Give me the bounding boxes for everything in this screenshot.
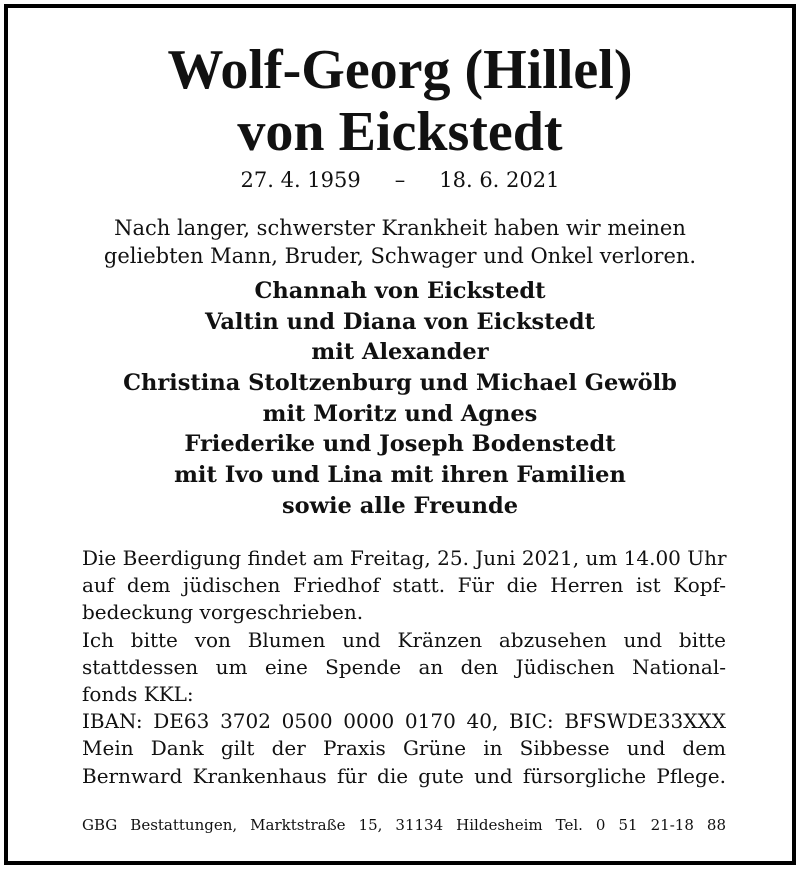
body-line: Die Beerdigung findet am Freitag, 25. Juni 2021, um 14.00 Uhr [82, 546, 727, 570]
mourner-line: sowie alle Freunde [281, 492, 519, 519]
mourner-line: Friederike und Joseph Bodenstedt [184, 431, 616, 458]
mourner-line: Christina Stoltzenburg und Michael Gewölb [123, 370, 677, 397]
body-line: bedeckung vorgeschrieben. [82, 600, 364, 625]
funeral-home-footer: GBG Bestattungen, Marktstraße 15, 31134 Hildesheim Tel. 0 51 21-18 88 [82, 816, 726, 834]
funeral-details [82, 545, 726, 790]
bank-details: IBAN: DE63 3702 0500 0000 0170 40, BIC: BFSWDE33XXX [82, 709, 726, 734]
body-line: Ich bitte von Blumen und Kränzen abzusehen und bitte [82, 627, 726, 652]
deceased-name-line-2: von Eickstedt [237, 101, 563, 163]
body-line: fonds KKL: [82, 681, 194, 706]
mourner-line: mit Ivo und Lina mit ihren Familien [174, 462, 626, 489]
life-dates [8, 166, 792, 194]
mourners-list [8, 276, 792, 522]
body-line: Mein Dank gilt der Praxis Grüne in Sibbesse und dem [82, 736, 726, 761]
birth-date: 27. 4. 1959 [240, 168, 361, 192]
intro-text [8, 214, 792, 270]
death-date: 18. 6. 2021 [439, 168, 560, 192]
intro-line: geliebten Mann, Bruder, Schwager und Onkel verloren. [103, 244, 697, 268]
intro-line: Nach langer, schwerster Krankheit haben wir meinen [114, 216, 686, 240]
date-separator: – [394, 168, 406, 192]
mourner-line: Valtin und Diana von Eickstedt [204, 308, 596, 335]
mourner-line: Channah von Eickstedt [254, 278, 546, 304]
mourner-line: mit Moritz und Agnes [262, 400, 538, 427]
obituary-notice [4, 4, 796, 865]
body-line: stattdessen um eine Spende an den Jüdischen National- [82, 654, 726, 679]
body-line: Bernward Krankenhaus für die gute und fürsorgliche Pflege. [82, 763, 726, 788]
body-line: auf dem jüdischen Friedhof statt. Für die Herren ist Kopf- [82, 573, 726, 598]
mourner-line: mit Alexander [311, 339, 489, 366]
deceased-name-line-1: Wolf-Georg (Hillel) [167, 39, 633, 101]
